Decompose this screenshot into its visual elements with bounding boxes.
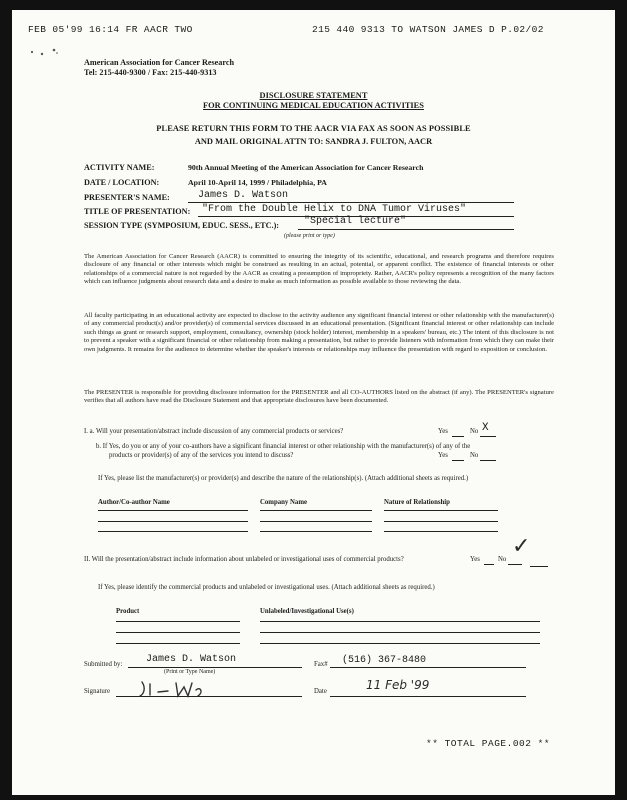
question-1b-no-label: No <box>470 452 479 459</box>
nature-line-3[interactable] <box>384 531 498 532</box>
policy-paragraph-3: The PRESENTER is responsible for providing disclosure information for the PRESENTER and all CO-AUTHORS listed on the abstract (if any). The PRESENTER's signature verifies that all authors have read the Disclosure Statement and that appropriate disclosures have been documented. <box>84 389 554 405</box>
col-company-name: Company Name <box>260 499 308 506</box>
question-1a-yes-blank[interactable] <box>452 436 464 437</box>
question-1b-yes-blank[interactable] <box>452 460 464 461</box>
fax-header-right: 215 440 9313 TO WATSON JAMES D P.02/02 <box>312 24 544 35</box>
session-type-label: SESSION TYPE (SYMPOSIUM, EDUC. SESS., ETC.): <box>84 221 280 230</box>
date-line[interactable] <box>330 696 526 697</box>
presentation-title-value[interactable]: "From the Double Helix to DNA Tumor Viruses" <box>202 204 467 215</box>
presenter-name-line <box>188 202 514 203</box>
question-2-no-label: No <box>498 556 507 563</box>
date-location-label: DATE / LOCATION: <box>84 178 160 187</box>
list-instruction: If Yes, please list the manufacturer(s) or provider(s) and describe the nature of the relationship(s). (Attach additional sheets as required.) <box>98 475 469 482</box>
question-1a: I. a. Will your presentation/abstract include discussion of any commercial products or services? <box>84 428 344 435</box>
company-line-3[interactable] <box>260 531 372 532</box>
col-nature-relationship: Nature of Relationship <box>384 499 450 506</box>
org-name: American Association for Cancer Research <box>84 58 235 67</box>
question-2-extra-blank <box>530 566 548 567</box>
fax-header-left: FEB 05'99 16:14 FR AACR TWO <box>28 24 193 35</box>
activity-name-label: ACTIVITY NAME: <box>84 163 155 172</box>
session-type-line <box>298 229 514 230</box>
col-product: Product <box>116 608 140 615</box>
policy-paragraph-2: All faculty participating in an educational activity are expected to disclose to the activity audience any significant financial interest or other relationship with the manufacturer(s) of any commercial product(s) and/or provider(s) of commercial services discussed in an educational presentation. (Significant financial interest or other relationship can include such things as grant or research support, employment, consultancy, ownership (stock holder) interest, membership in a speakers' bureau, etc.) The intent of this disclosure is not to prevent a speaker with a significant financial or other relationship from making a presentation, but rather to provide listeners with information from which they can make their own judgments. It remains for the audience to determine whether the speaker's interests or relationships may influence the presentation with regard to exposition or conclusion. <box>84 312 554 353</box>
presenter-name-label: PRESENTER'S NAME: <box>84 193 170 202</box>
form-title-line1: DISCLOSURE STATEMENT <box>259 91 368 100</box>
presentation-title-label: TITLE OF PRESENTATION: <box>84 207 191 216</box>
question-1b-yes-label: Yes <box>438 452 448 459</box>
print-name-note: (Print or Type Name) <box>164 669 216 675</box>
date-location-value: April 10-April 14, 1999 / Philadelphia, PA <box>188 178 327 187</box>
question-2-no-checkmark: ✓ <box>512 534 531 559</box>
company-line-1[interactable] <box>260 510 372 511</box>
question-2-yes-blank[interactable] <box>484 564 494 565</box>
author-line-2[interactable] <box>98 521 248 522</box>
presenter-name-value[interactable]: James D. Watson <box>198 190 289 201</box>
fax-total-pages: ** TOTAL PAGE.002 ** <box>426 738 551 749</box>
use-line-3[interactable] <box>260 643 540 644</box>
author-line-3[interactable] <box>98 531 248 532</box>
question-1b-no-blank[interactable] <box>480 460 496 461</box>
products-instruction: If Yes, please identify the commercial products and unlabeled or investigational uses. (Attach additional sheets as required.) <box>98 584 435 591</box>
author-line-1[interactable] <box>98 510 248 511</box>
company-line-2[interactable] <box>260 521 372 522</box>
col-investigational-use: Unlabeled/Investigational Use(s) <box>260 608 354 615</box>
org-contact: Tel: 215-440-9300 / Fax: 215-440-9313 <box>84 68 217 77</box>
date-value: 11 Feb '99 <box>366 678 430 692</box>
question-1b-line1: b. If Yes, do you or any of your co-authors have a significant financial interest or other relationship with the manufacturer(s) of any of the <box>96 443 471 450</box>
handwritten-signature <box>138 678 218 700</box>
print-note: (please print or type) <box>284 233 335 239</box>
date-label: Date <box>314 688 327 695</box>
session-type-value[interactable]: "Special lecture" <box>304 216 407 227</box>
question-1a-no-mark: X <box>482 422 489 434</box>
signature-label: Signature <box>84 688 111 695</box>
submitted-by-label: Submitted by: <box>84 661 123 668</box>
policy-paragraph-1: The American Association for Cancer Research (AACR) is committed to ensuring the integrity of its scientific, educational, and research programs and therefore requires disclosure of any financial or other interests which might be construed as resulting in an actual, potential, or apparent conflict. The existence of financial interests or other relationships of a commercial nature is not regarded by the AACR as creating a presumption of impropriety. Rather, AACR's policy represents a recognition of the many factors which can influence judgments about research data and a desire to make as much information as possible available to those reviewing the data. <box>84 253 554 286</box>
question-2-yes-label: Yes <box>470 556 480 563</box>
product-line-1[interactable] <box>116 621 240 622</box>
fax-number-label: Fax# <box>314 661 328 668</box>
nature-line-2[interactable] <box>384 521 498 522</box>
col-author-name: Author/Co-author Name <box>98 499 170 506</box>
scan-specks <box>26 44 66 58</box>
use-line-1[interactable] <box>260 621 540 622</box>
question-1a-yes-label: Yes <box>438 428 448 435</box>
return-instruction-line2: AND MAIL ORIGINAL ATTN TO: SANDRA J. FULTON, AACR <box>194 137 433 146</box>
question-2-no-blank[interactable] <box>508 564 522 565</box>
fax-number-value[interactable]: (516) 367-8480 <box>342 655 427 666</box>
question-2: II. Will the presentation/abstract include information about unlabeled or investigational uses of commercial products? <box>84 556 404 563</box>
question-1a-no-blank[interactable] <box>480 436 496 437</box>
return-instruction-line1: PLEASE RETURN THIS FORM TO THE AACR VIA FAX AS SOON AS POSSIBLE <box>156 124 471 133</box>
submitted-by-value[interactable]: James D. Watson <box>146 654 237 665</box>
question-1b-line2: products or provider(s) of any of the services you intend to discuss? <box>109 452 294 459</box>
product-line-3[interactable] <box>116 643 240 644</box>
submitted-by-line <box>128 667 302 668</box>
fax-number-line <box>330 667 526 668</box>
use-line-2[interactable] <box>260 632 540 633</box>
nature-line-1[interactable] <box>384 510 498 511</box>
form-title-line2: FOR CONTINUING MEDICAL EDUCATION ACTIVITIES <box>203 101 424 110</box>
question-1a-no-label: No <box>470 428 479 435</box>
document-page <box>12 10 615 795</box>
activity-name-value: 90th Annual Meeting of the American Association for Cancer Research <box>188 163 424 172</box>
product-line-2[interactable] <box>116 632 240 633</box>
